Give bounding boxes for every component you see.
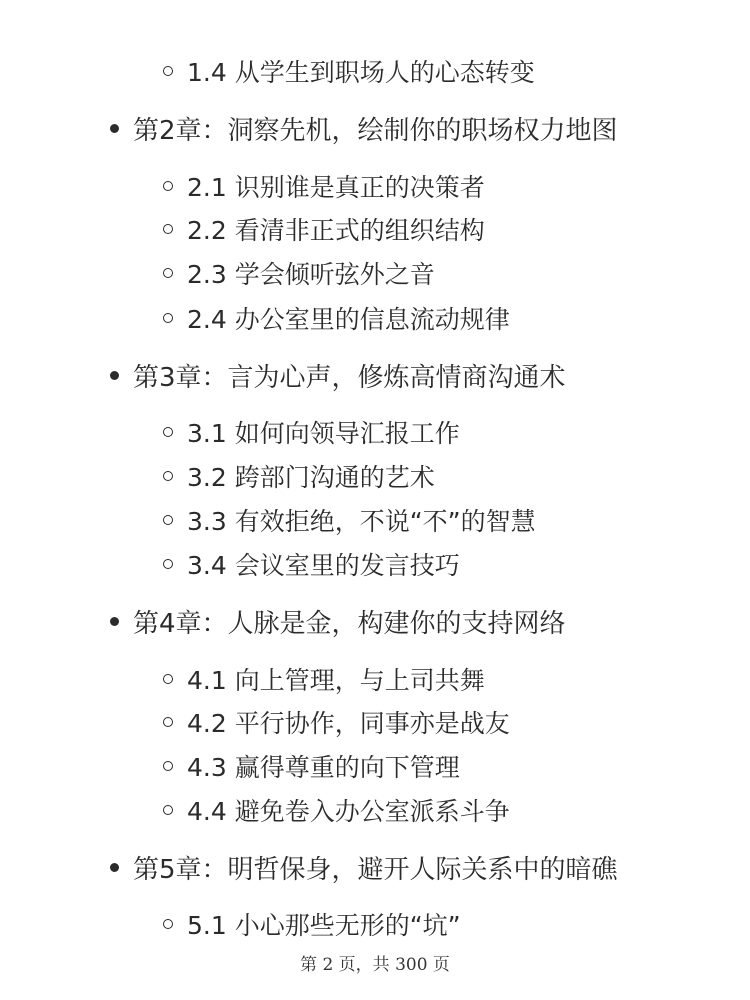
toc-section-label: 5.1 小心那些无形的“坑” [187, 911, 461, 940]
toc-chapter-label: 第2章：洞察先机，绘制你的职场权力地图 [133, 115, 618, 146]
hollow-circle-bullet-icon [163, 181, 173, 191]
hollow-circle-bullet-icon [163, 919, 173, 929]
toc-chapter-label: 第3章：言为心声，修炼高情商沟通术 [133, 362, 566, 393]
hollow-circle-bullet-icon [163, 224, 173, 234]
toc-chapter-item [110, 355, 566, 395]
toc-section-label: 3.1 如何向领导汇报工作 [187, 419, 460, 448]
toc-chapter-label: 第4章：人脉是金，构建你的支持网络 [133, 608, 566, 639]
hollow-circle-bullet-icon [163, 66, 173, 76]
toc-section-label: 2.2 看清非正式的组织结构 [187, 216, 485, 245]
toc-chapter-item [110, 601, 566, 641]
toc-section-label: 4.1 向上管理，与上司共舞 [187, 666, 485, 695]
hollow-circle-bullet-icon [163, 427, 173, 437]
toc-section-label: 1.4 从学生到职场人的心态转变 [187, 58, 535, 87]
filled-disc-bullet-icon [110, 617, 119, 626]
toc-chapter-label: 第5章：明哲保身，避开人际关系中的暗礁 [133, 854, 618, 885]
hollow-circle-bullet-icon [163, 515, 173, 525]
toc-section-item [163, 790, 510, 830]
toc-section-label: 4.3 赢得尊重的向下管理 [187, 753, 460, 782]
toc-section-item [163, 544, 460, 584]
toc-section-item [163, 298, 510, 338]
toc-section-label: 2.4 办公室里的信息流动规律 [187, 305, 510, 334]
hollow-circle-bullet-icon [163, 805, 173, 815]
toc-section-item [163, 500, 536, 540]
hollow-circle-bullet-icon [163, 268, 173, 278]
filled-disc-bullet-icon [110, 863, 119, 872]
toc-chapter-item [110, 108, 618, 148]
toc-section-item [163, 412, 460, 452]
hollow-circle-bullet-icon [163, 559, 173, 569]
toc-section-item [163, 904, 461, 944]
toc-section-item [163, 702, 510, 742]
toc-section-item [163, 253, 435, 293]
toc-section-label: 2.3 学会倾听弦外之音 [187, 260, 435, 289]
filled-disc-bullet-icon [110, 371, 119, 380]
toc-section-item [163, 166, 485, 206]
toc-section-item [163, 51, 535, 91]
toc-section-label: 3.2 跨部门沟通的艺术 [187, 463, 435, 492]
toc-section-label: 3.3 有效拒绝，不说“不”的智慧 [187, 507, 536, 536]
hollow-circle-bullet-icon [163, 471, 173, 481]
hollow-circle-bullet-icon [163, 674, 173, 684]
toc-section-label: 4.2 平行协作，同事亦是战友 [187, 709, 510, 738]
toc-section-item [163, 659, 485, 699]
toc-chapter-item [110, 847, 618, 887]
filled-disc-bullet-icon [110, 124, 119, 133]
toc-section-item [163, 746, 460, 786]
toc-section-item [163, 456, 435, 496]
page-number-footer: 第 2 页，共 300 页 [300, 955, 450, 975]
toc-section-label: 2.1 识别谁是真正的决策者 [187, 173, 485, 202]
hollow-circle-bullet-icon [163, 761, 173, 771]
toc-section-item [163, 209, 485, 249]
hollow-circle-bullet-icon [163, 313, 173, 323]
toc-section-label: 4.4 避免卷入办公室派系斗争 [187, 797, 510, 826]
hollow-circle-bullet-icon [163, 717, 173, 727]
toc-section-label: 3.4 会议室里的发言技巧 [187, 551, 460, 580]
